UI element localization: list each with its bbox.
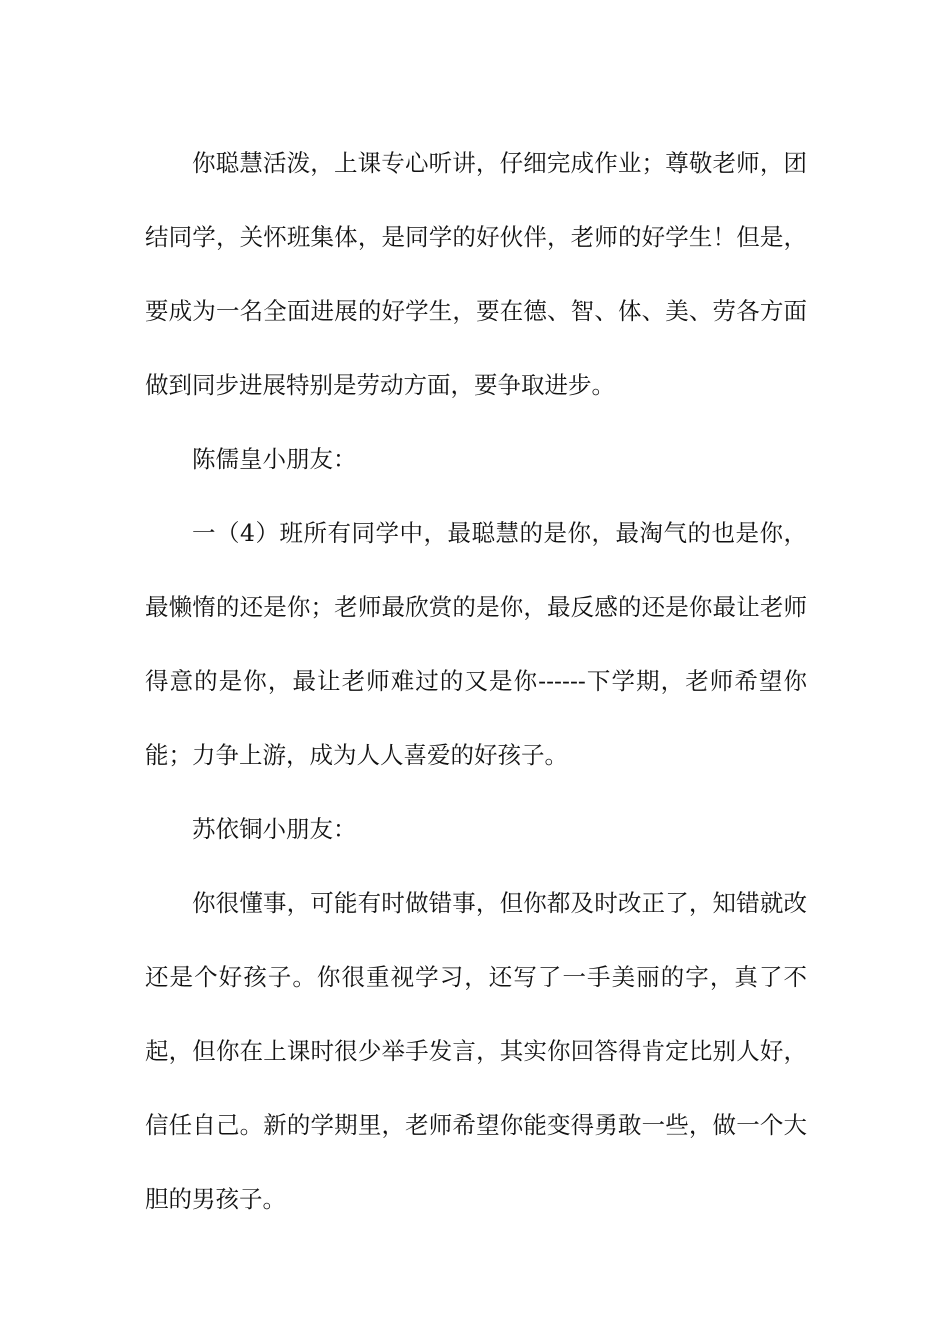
paragraph-comment-su: 你很懂事，可能有时做错事，但你都及时改正了，知错就改还是个好孩子。你很重视学习，还写了一手美丽的字，真了不起，但你在上课时很少举手发言，其实你回答得肯定比别人好，信任自己。新的学期里，老师希望你能变得勇敢一些，做一个大胆的男孩子。 bbox=[145, 889, 807, 1213]
document-body bbox=[145, 126, 807, 1236]
paragraph-salutation-chen: 陈儒皇小朋友： bbox=[192, 445, 357, 473]
paragraph-salutation-su: 苏依铜小朋友： bbox=[192, 815, 357, 843]
paragraph-comment-chen: 一（4）班所有同学中，最聪慧的是你，最淘气的也是你，最懒惰的还是你；老师最欣赏的是你，最反感的还是你最让老师得意的是你，最让老师难过的又是你------下学期，老师希望你能；力争上游，成为人人喜爱的好孩子。 bbox=[145, 519, 807, 769]
paragraph-comment-1: 你聪慧活泼，上课专心听讲，仔细完成作业；尊敬老师，团结同学，关怀班集体，是同学的好伙伴，老师的好学生！但是，要成为一名全面进展的好学生，要在德、智、体、美、劳各方面做到同步进展特别是劳动方面，要争取进步。 bbox=[145, 149, 807, 399]
